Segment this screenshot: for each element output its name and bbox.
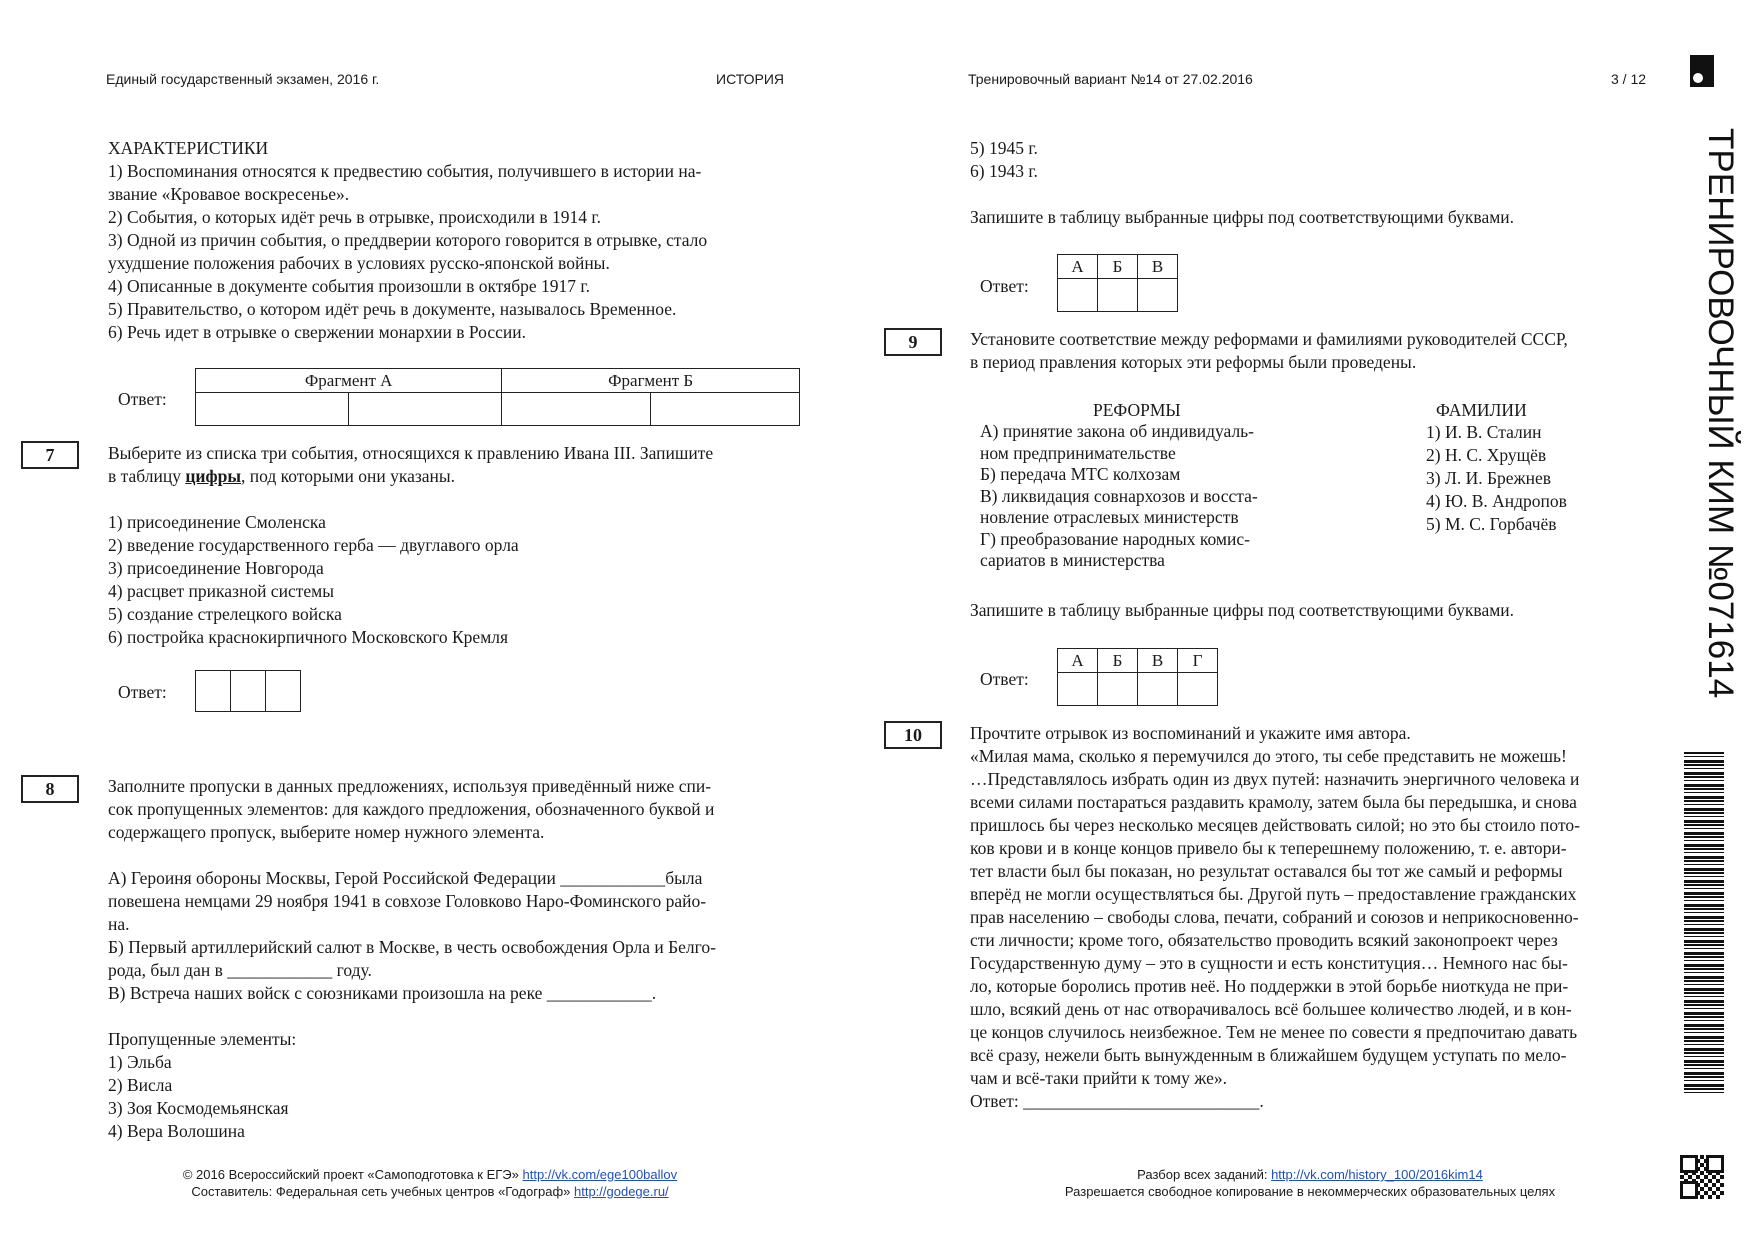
sentence-line: Б) Первый артиллерийский салют в Москве, в честь освобождения Орла и Белго- <box>108 937 716 957</box>
question-9-text: Установите соответствие между реформами и фамилиями руководителей СССР, <box>970 329 1568 349</box>
characteristic-line: 2) События, о которых идёт речь в отрывке, происходили в 1914 г. <box>108 207 602 227</box>
reform-item: новление отраслевых министерств <box>980 507 1239 527</box>
characteristic-line: 5) Правительство, о котором идёт речь в документе, называлось Временное. <box>108 299 677 319</box>
answer-cell[interactable] <box>196 671 231 712</box>
list-item: 4) Вера Волошина <box>108 1121 245 1141</box>
q7-answer-table <box>195 670 301 712</box>
answer-cell[interactable] <box>651 393 800 426</box>
q9-answer-table <box>1057 648 1218 706</box>
fragment-b-header: Фрагмент Б <box>502 369 800 393</box>
passage-line: ков крови и в конце концов привело бы к теперешнему положению, т. е. автори- <box>970 838 1567 858</box>
header-subject: ИСТОРИЯ <box>716 71 785 87</box>
question-8-text: сок пропущенных элементов: для каждого предложения, обозначенного буквой и <box>108 799 715 819</box>
answer-cell[interactable] <box>1138 279 1178 312</box>
answer-cell[interactable] <box>196 393 349 426</box>
reform-item: сариатов в министерства <box>980 550 1165 570</box>
sentence-line: А) Героиня обороны Москвы, Герой Российской Федерации ____________была <box>108 868 703 888</box>
header-exam: Единый государственный экзамен, 2016 г. <box>106 71 380 87</box>
list-item: 3) присоединение Новгорода <box>108 558 324 578</box>
characteristic-line: 4) Описанные в документе события произошли в октябре 1917 г. <box>108 276 590 296</box>
names-list <box>1426 421 1567 536</box>
footer-link-history[interactable]: http://vk.com/history_100/2016kim14 <box>1271 1167 1483 1182</box>
list-item: 1) присоединение Смоленска <box>108 512 326 532</box>
list-item: 1) Эльба <box>108 1052 172 1072</box>
question-number-9: 9 <box>884 328 942 356</box>
passage-line: чам и всё-таки прийти к тому же». <box>970 1068 1228 1088</box>
list-item: 4) расцвет приказной системы <box>108 581 334 601</box>
list-item: 3) Зоя Космодемьянская <box>108 1098 289 1118</box>
passage-line: ло, которые боролись против неё. Но поддержки в этой борьбе ниоткуда не при- <box>970 976 1569 996</box>
name-item: 3) Л. И. Брежнев <box>1426 468 1552 488</box>
reform-item: А) принятие закона об индивидуаль- <box>980 421 1254 441</box>
characteristics-title: ХАРАКТЕРИСТИКИ <box>108 138 269 158</box>
fragments-answer-table <box>195 368 800 426</box>
header-variant: Тренировочный вариант №14 от 27.02.2016 <box>968 71 1253 87</box>
passage-line: тет власти был бы показан, но результат оставался бы тот же самый и реформы <box>970 861 1563 881</box>
answer-cell[interactable] <box>1138 673 1178 706</box>
question-7-text: Выберите из списка три события, относящихся к правлению Ивана III. Запишите <box>108 443 714 463</box>
question-7-text-line2: в таблицу цифры, под которыми они указаны. <box>108 466 456 486</box>
passage-line: пришлось бы через несколько месяцев действовать силой; но это бы стоило пото- <box>970 815 1580 835</box>
passage-line: …Представлялось избрать один из двух путей: назначить энергичного человека и <box>970 769 1580 789</box>
answer-label: Ответ: <box>118 389 167 409</box>
question-9 <box>970 328 1670 374</box>
answer-cell[interactable] <box>231 671 266 712</box>
characteristic-line: ухудшение положения рабочих в условиях русско-японской войны. <box>108 253 610 273</box>
answer-cell[interactable] <box>1178 673 1218 706</box>
instruction-text: Запишите в таблицу выбранные цифры под соответствующими буквами. <box>970 207 1515 227</box>
passage-line: шло, всякий день от нас отворачивалось всё большее количество людей, и в кон- <box>970 999 1572 1019</box>
letter-header: Б <box>1098 255 1138 279</box>
list-item: 2) Висла <box>108 1075 173 1095</box>
names-title: ФАМИЛИИ <box>1436 400 1527 420</box>
reform-item: Г) преобразование народных комис- <box>980 528 1250 549</box>
characteristic-line: 3) Одной из причин события, о преддверии которого говорится в отрывке, стало <box>108 230 708 250</box>
passage-line: вперёд не могли осуществляться бы. Другой путь – предоставление гражданских <box>970 884 1577 904</box>
instruction-text: Запишите в таблицу выбранные цифры под соответствующими буквами. <box>970 600 1515 620</box>
answer-cell[interactable] <box>266 671 301 712</box>
letter-header: В <box>1138 255 1178 279</box>
name-item: 5) М. С. Горбачёв <box>1426 514 1557 534</box>
answer-cell[interactable] <box>1058 673 1098 706</box>
sentence-line: рода, был дан в ____________ году. <box>108 960 372 980</box>
question-number-8: 8 <box>21 775 79 803</box>
question-8 <box>108 775 808 1143</box>
question-7-emphasis: цифры <box>185 466 241 486</box>
question-9-text: в период правления которых эти реформы были проведены. <box>970 352 1417 372</box>
answer-label: Ответ: <box>118 682 167 702</box>
list-item: 5) 1945 г. <box>970 138 1038 158</box>
name-item: 2) Н. С. Хрущёв <box>1426 445 1547 465</box>
answer-cell[interactable] <box>1098 673 1138 706</box>
list-item: 6) 1943 г. <box>970 161 1038 181</box>
question-10 <box>970 722 1670 1113</box>
qr-code <box>1680 1155 1724 1199</box>
footer-right: Разбор всех заданий: http://vk.com/history_100/2016kim14 Разрешается свободное копирование в некоммерческих образовательных целях <box>980 1166 1640 1200</box>
question-10-text: Прочтите отрывок из воспоминаний и укажите имя автора. <box>970 723 1411 743</box>
characteristic-line: 1) Воспоминания относятся к предвестию события, получившего в истории на- <box>108 161 702 181</box>
question-number-10: 10 <box>884 721 942 749</box>
characteristics-block <box>108 137 808 344</box>
passage-line: всеми силами постараться раздавить крамолу, затем была бы передышка, и снова <box>970 792 1577 812</box>
reforms-list <box>980 421 1258 572</box>
reforms-title: РЕФОРМЫ <box>1093 400 1181 420</box>
question-8-text: Заполните пропуски в данных предложениях, используя приведённый ниже спи- <box>108 776 712 796</box>
answer-cell[interactable] <box>349 393 502 426</box>
answer-line[interactable]: Ответ: ___________________________. <box>970 1091 1264 1111</box>
missing-elements-title: Пропущенные элементы: <box>108 1029 297 1049</box>
header-page-number: 3 / 12 <box>1611 71 1647 87</box>
sentence-line: В) Встреча наших войск с союзниками произошла на реке ____________. <box>108 983 657 1003</box>
question-number-7: 7 <box>21 441 79 469</box>
barcode <box>1684 752 1724 1096</box>
letter-header: А <box>1058 255 1098 279</box>
letter-header: Г <box>1178 649 1218 673</box>
letter-header: А <box>1058 649 1098 673</box>
footer-copy-notice: Разрешается свободное копирование в некоммерческих образовательных целях <box>1064 1184 1556 1199</box>
letter-header: В <box>1138 649 1178 673</box>
fragment-a-header: Фрагмент А <box>196 369 502 393</box>
corner-mark <box>1690 55 1714 87</box>
vertical-kim-label: ТРЕНИРОВОЧНЫЙ КИМ №071614 <box>1701 128 1740 699</box>
name-item: 4) Ю. В. Андропов <box>1426 491 1567 511</box>
passage-line: Государственную думу – это в сущности и есть конституция… Немного нас бы- <box>970 953 1568 973</box>
sentence-line: на. <box>108 914 130 934</box>
passage-line: всё сразу, нежели быть вынужденным в ближайшем будущем уступать по мело- <box>970 1045 1567 1065</box>
characteristic-line: звание «Кровавое воскресенье». <box>108 184 350 204</box>
answer-cell[interactable] <box>1098 279 1138 312</box>
options-continued <box>970 137 1670 229</box>
footer-left: © 2016 Всероссийский проект «Самоподготовка к ЕГЭ» http://vk.com/ege100ballov Составитель: Федеральная сеть учебных центров «Годограф» http://godege.ru/ <box>182 1167 678 1199</box>
sentence-line: повешена немцами 29 ноября 1941 в совхозе Головково Наро-Фоминского райо- <box>108 891 707 911</box>
reform-item: В) ликвидация совнархозов и восста- <box>980 485 1258 506</box>
answer-cell[interactable] <box>502 393 651 426</box>
name-item: 1) И. В. Сталин <box>1426 422 1542 442</box>
answer-cell[interactable] <box>1058 279 1098 312</box>
reform-item: ном предпринимательстве <box>980 442 1176 463</box>
question-8-text: содержащего пропуск, выберите номер нужного элемента. <box>108 822 545 842</box>
answer-label: Ответ: <box>980 669 1029 689</box>
list-item: 6) постройка краснокирпичного Московского Кремля <box>108 627 509 647</box>
reform-item: Б) передача МТС колхозам <box>980 464 1181 484</box>
q8-answer-table <box>1057 254 1178 312</box>
footer-link-godege[interactable]: http://godege.ru/ <box>573 1184 669 1199</box>
answer-label: Ответ: <box>980 276 1029 296</box>
passage-line: прав населению – свободы слова, печати, собраний и союзов и неприкосновенно- <box>970 907 1579 927</box>
letter-header: Б <box>1098 649 1138 673</box>
characteristic-line: 6) Речь идет в отрывке о свержении монархии в России. <box>108 322 526 342</box>
passage-line: це концов случилось неизбежное. Тем не менее по совести я предпочитаю давать <box>970 1022 1578 1042</box>
passage-line: сти личности; кроме того, обязательство проводить всякий законопроект через <box>970 930 1558 950</box>
question-7 <box>108 442 808 649</box>
list-item: 2) введение государственного герба — двуглавого орла <box>108 535 519 555</box>
footer-link-vk[interactable]: http://vk.com/ege100ballov <box>522 1167 678 1182</box>
passage-line: «Милая мама, сколько я перемучился до этого, ты себе представить не можешь! <box>970 746 1567 766</box>
list-item: 5) создание стрелецкого войска <box>108 604 342 624</box>
